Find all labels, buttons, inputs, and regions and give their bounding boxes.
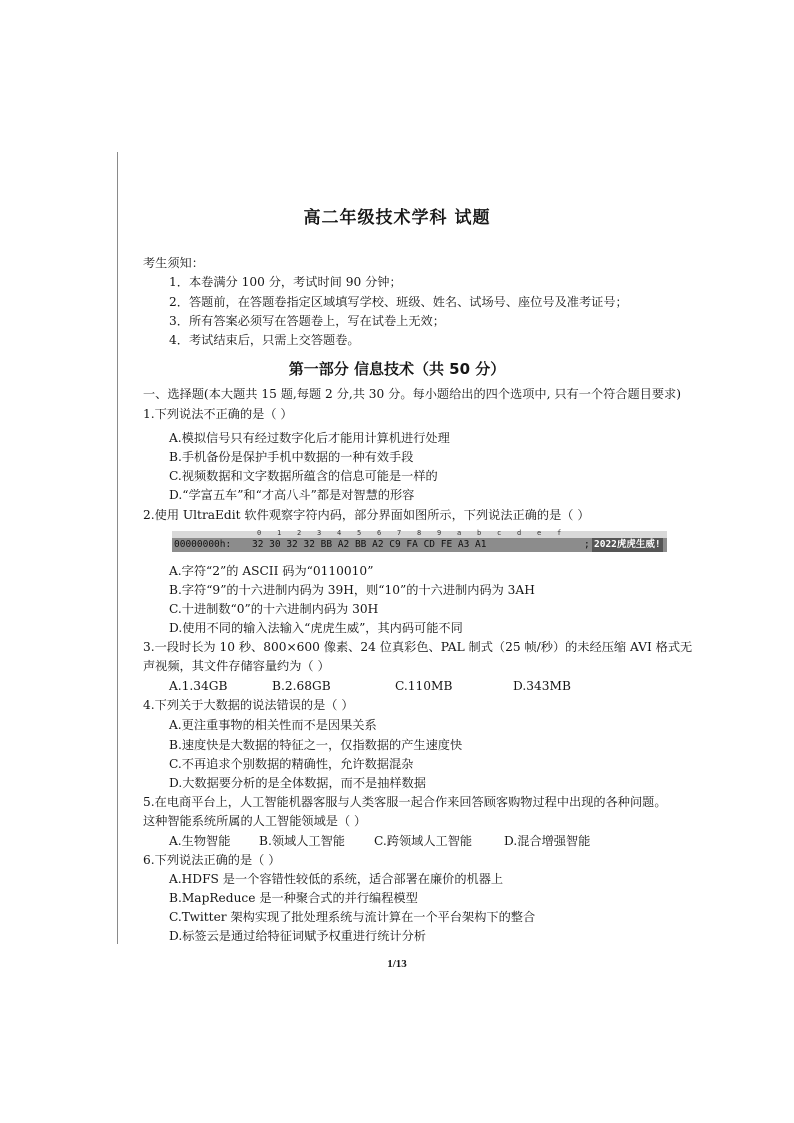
hex-ruler-tick: 5 <box>357 529 362 537</box>
hex-ruler-tick: 3 <box>317 529 322 537</box>
question-4-option-d: D.大数据要分析的是全体数据，而不是抽样数据 <box>169 776 426 790</box>
hex-ruler-tick: d <box>517 529 522 537</box>
question-3-option-b: B.2.68GB <box>272 679 331 693</box>
hex-ruler-tick: f <box>557 529 562 537</box>
page-number: 1/13 <box>387 958 407 970</box>
question-5-stem: 5.在电商平台上，人工智能机器客服与人类客服一起合作来回答顾客购物过程中出现的各种问题。 <box>143 795 667 809</box>
hex-bytes: 32 30 32 32 BB A2 BB A2 C9 FA CD FE A3 A1 <box>252 539 487 550</box>
hex-ruler-tick: c <box>497 529 502 537</box>
ultraedit-hex-view <box>172 531 667 552</box>
question-3-stem: 3.一段时长为 10 秒、800×600 像素、24 位真彩色、PAL 制式（25 帧/秒）的未经压缩 AVI 格式无 <box>143 640 693 654</box>
question-1-option-d: D.“学富五车”和“才高八斗”都是对智慧的形容 <box>169 488 415 502</box>
hex-ruler-tick: a <box>457 529 462 537</box>
notice-item: 1．本卷满分 100 分，考试时间 90 分钟； <box>169 275 402 289</box>
hex-separator: ; <box>584 539 590 550</box>
hex-column-ruler <box>172 531 667 538</box>
question-5-option-d: D.混合增强智能 <box>504 834 591 848</box>
question-5-option-b: B.领域人工智能 <box>259 834 345 848</box>
section-title: 第一部分 信息技术（共 50 分） <box>288 360 506 378</box>
question-4-stem: 4.下列关于大数据的说法错误的是（ ） <box>143 698 354 712</box>
notice-heading: 考生须知： <box>143 256 204 270</box>
question-4-option-a: A.更注重事物的相关性而不是因果关系 <box>169 718 377 732</box>
hex-address: 00000000h: <box>174 539 232 550</box>
hex-ruler-tick: 1 <box>277 529 282 537</box>
question-6-option-b: B.MapReduce 是一种聚合式的并行编程模型 <box>169 891 418 905</box>
question-2-stem: 2.使用 UltraEdit 软件观察字符内码，部分界面如图所示，下列说法正确的是（ ） <box>143 508 590 522</box>
question-6-stem: 6.下列说法正确的是（ ） <box>143 853 281 867</box>
question-4-option-b: B.速度快是大数据的特征之一，仅指数据的产生速度快 <box>169 738 463 752</box>
question-2-option-d: D.使用不同的输入法输入“虎虎生威”，其内码可能不同 <box>169 621 463 635</box>
question-5-option-a: A.生物智能 <box>169 834 231 848</box>
hex-ruler-tick: 4 <box>337 529 342 537</box>
question-2-option-c: C.十进制数“0”的十六进制内码为 30H <box>169 602 379 616</box>
question-2-option-b: B.字符“9”的十六进制内码为 39H，则“10”的十六进制内码为 3AH <box>169 583 535 597</box>
question-1-option-c: C.视频数据和文字数据所蕴含的信息可能是一样的 <box>169 469 438 483</box>
question-1-option-b: B.手机备份是保护手机中数据的一种有效手段 <box>169 450 414 464</box>
hex-ruler-tick: 0 <box>257 529 262 537</box>
exam-title: 高二年级技术学科 试题 <box>303 208 491 228</box>
notice-item: 2．答题前，在答题卷指定区域填写学校、班级、姓名、试场号、座位号及准考证号； <box>169 295 628 309</box>
choice-intro: 一、选择题(本大题共 15 题,每题 2 分,共 30 分。每小题给出的四个选项中, 只有一个符合题目要求) <box>143 387 681 401</box>
question-1-stem: 1.下列说法不正确的是（ ） <box>143 407 293 421</box>
question-3-option-c: C.110MB <box>395 679 453 693</box>
hex-ruler-tick: 9 <box>437 529 442 537</box>
question-5-stem-cont: 这种智能系统所属的人工智能领域是（ ） <box>143 814 367 828</box>
question-3-option-a: A.1.34GB <box>169 679 228 693</box>
hex-data-row <box>172 538 667 552</box>
question-3-option-d: D.343MB <box>513 679 571 693</box>
notice-item: 4．考试结束后，只需上交答题卷。 <box>169 333 360 347</box>
question-5-option-c: C.跨领域人工智能 <box>374 834 473 848</box>
question-4-option-c: C.不再追求个别数据的精确性，允许数据混杂 <box>169 757 414 771</box>
hex-ruler-tick: 7 <box>397 529 402 537</box>
question-6-option-a: A.HDFS 是一个容错性较低的系统，适合部署在廉价的机器上 <box>169 872 504 886</box>
hex-ruler-tick: 2 <box>297 529 302 537</box>
hex-ruler-tick: e <box>537 529 542 537</box>
hex-character-view: 2022虎虎生威! <box>594 539 661 550</box>
question-3-stem-cont: 声视频，其文件存储容量约为（ ） <box>143 659 330 673</box>
hex-ruler-tick: 6 <box>377 529 382 537</box>
question-6-option-d: D.标签云是通过给特征词赋予权重进行统计分析 <box>169 929 426 943</box>
hex-ruler-tick: b <box>477 529 482 537</box>
hex-ruler-tick: 8 <box>417 529 422 537</box>
question-2-option-a: A.字符“2”的 ASCII 码为“0110010” <box>169 564 374 578</box>
notice-item: 3．所有答案必须写在答题卷上，写在试卷上无效； <box>169 314 445 328</box>
question-1-option-a: A.模拟信号只有经过数字化后才能用计算机进行处理 <box>169 431 450 445</box>
question-6-option-c: C.Twitter 架构实现了批处理系统与流计算在一个平台架构下的整合 <box>169 910 536 924</box>
